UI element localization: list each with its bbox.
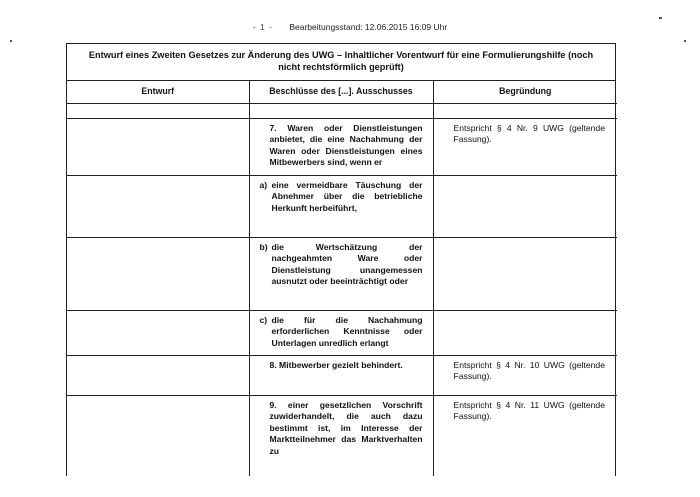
beschluss-cell xyxy=(249,176,433,238)
begruendung-cell: Entspricht § 4 Nr. 11 UWG (geltende Fassung). xyxy=(433,396,617,476)
entwurf-cell xyxy=(67,176,249,238)
beschluss-text: 7. Waren oder Dienstleistungen anbietet, die eine Nachahmung der Waren oder Dienstleistungen eines Mitbewerbers sind, wenn er xyxy=(269,123,423,168)
beschluss-text: die Wertschätzung der nachgeahmten Ware oder Dienstleistung unangemessen ausnutzt oder beeinträchtigt oder xyxy=(271,242,423,287)
synopsis-table xyxy=(67,81,617,476)
entwurf-cell xyxy=(67,311,249,356)
table-spacer-row xyxy=(67,104,617,119)
column-header-entwurf: Entwurf xyxy=(67,81,249,104)
column-header-begruendung: Begründung xyxy=(433,81,617,104)
entwurf-cell xyxy=(67,356,249,396)
column-header-beschluesse: Beschlüsse des [...]. Ausschusses xyxy=(249,81,433,104)
item-label: b) xyxy=(259,242,268,252)
document-title: Entwurf eines Zweiten Gesetzes zur Änderung des UWG – Inhaltlicher Vorentwurf für eine Formulierungshilfe (noch nicht rechtsförmlich geprüft) xyxy=(67,44,615,81)
item-label: c) xyxy=(259,315,268,325)
entwurf-cell xyxy=(67,238,249,311)
table-row xyxy=(67,396,617,476)
table-header-row xyxy=(67,81,617,104)
beschluss-cell xyxy=(249,119,433,176)
beschluss-cell xyxy=(249,356,433,396)
beschluss-text: die für die Nachahmung erforderlichen Kenntnisse oder Unterlagen unredlich erlangt xyxy=(271,315,423,348)
beschluss-cell xyxy=(249,238,433,311)
table-row xyxy=(67,311,617,356)
synopsis-table-frame xyxy=(66,43,616,476)
beschluss-text: 8. Mitbewerber gezielt behindert. xyxy=(269,360,403,370)
entwurf-cell xyxy=(67,119,249,176)
scan-speck-right xyxy=(684,40,686,42)
page-marker: - 1 - xyxy=(252,22,273,32)
table-row xyxy=(67,238,617,311)
begruendung-cell: Entspricht § 4 Nr. 9 UWG (geltende Fassung). xyxy=(433,119,617,176)
beschluss-text: eine vermeidbare Täuschung der Abnehmer über die betriebliche Herkunft herbeiführt, xyxy=(271,180,423,213)
table-row xyxy=(67,356,617,396)
entwurf-cell xyxy=(67,396,249,476)
item-label: a) xyxy=(259,180,268,190)
revision-status: Bearbeitungsstand: 12.06.2015 16:09 Uhr xyxy=(289,22,448,32)
begruendung-cell: Entspricht § 4 Nr. 10 UWG (geltende Fassung). xyxy=(433,356,617,396)
table-row xyxy=(67,176,617,238)
beschluss-cell xyxy=(249,396,433,476)
begruendung-cell xyxy=(433,238,617,311)
beschluss-cell xyxy=(249,311,433,356)
beschluss-text: 9. einer gesetzlichen Vorschrift zuwiderhandelt, die auch dazu bestimmt ist, im Interesse der Marktteilnehmer das Marktverhalten zu xyxy=(269,400,423,456)
scan-speck-left xyxy=(10,40,12,42)
table-row xyxy=(67,119,617,176)
page-status-line xyxy=(0,22,700,32)
begruendung-cell xyxy=(433,311,617,356)
scan-speck-top-right xyxy=(659,17,662,19)
begruendung-cell xyxy=(433,176,617,238)
